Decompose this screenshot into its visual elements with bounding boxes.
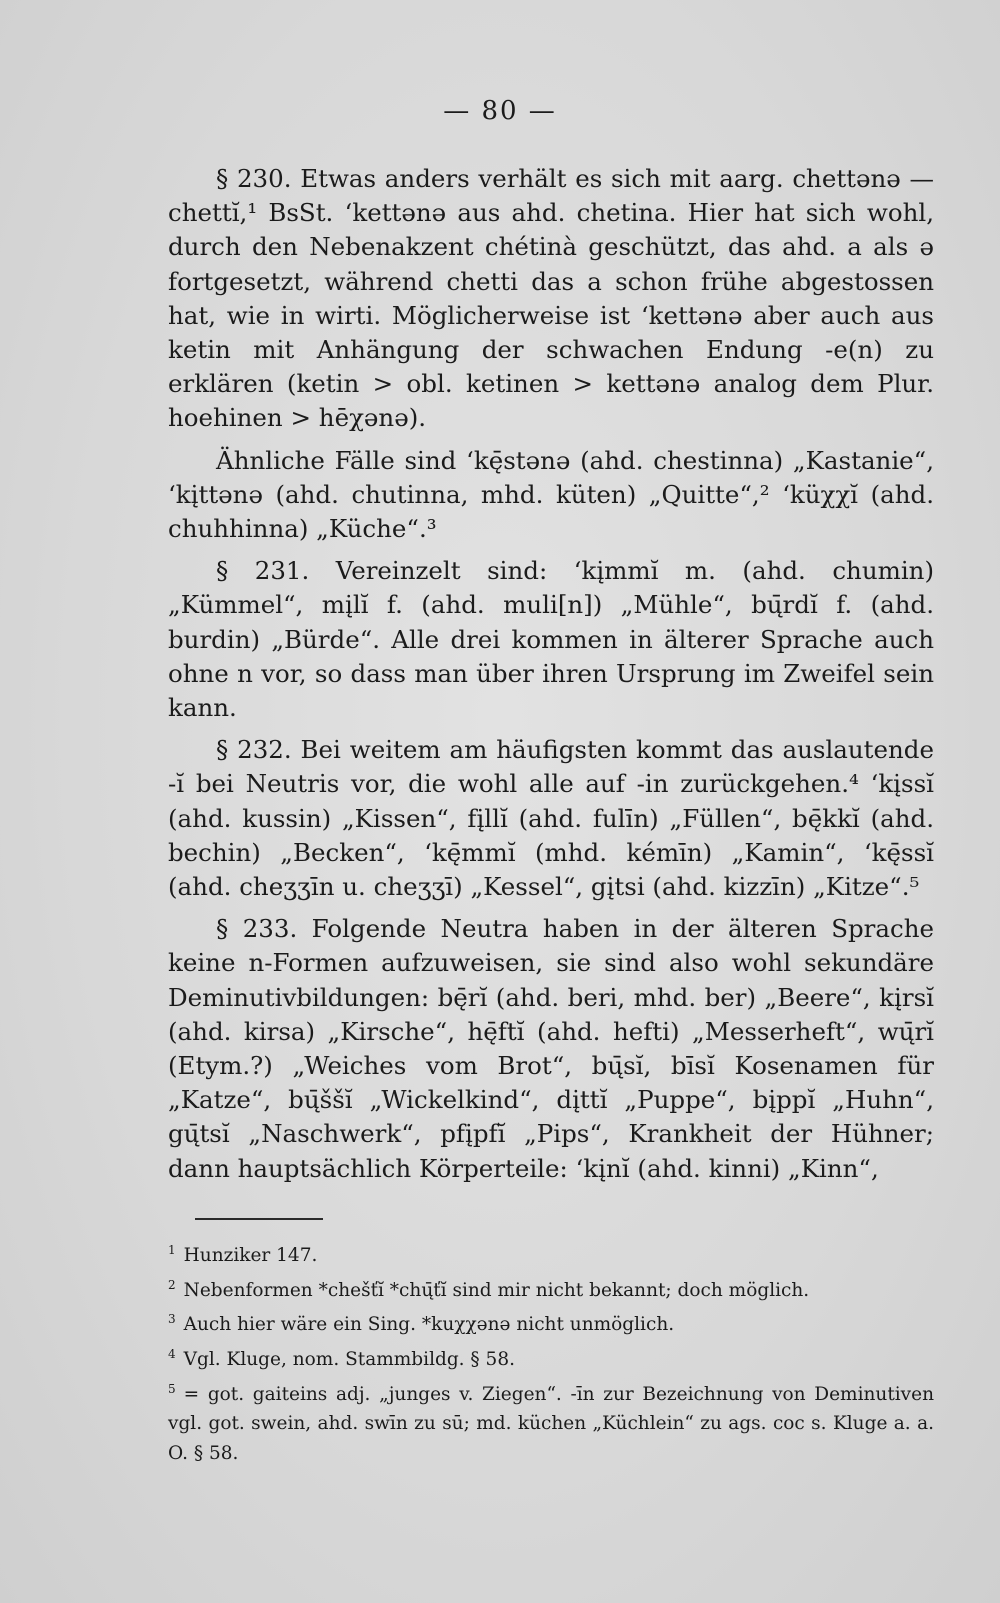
- main-text: [168, 162, 934, 1186]
- footnote-2: $^2$ Nebenformen *chešťĭ *chų̄ťĭ sind mir nicht bekannt; doch möglich.: [168, 1277, 810, 1301]
- footnote-4: $^4$ Vgl. Kluge, nom. Stammbildg. § 58.: [168, 1346, 515, 1371]
- footnote-divider: [195, 1218, 323, 1220]
- page-number: — 80 —: [443, 96, 557, 126]
- paragraph-231: § 231. Vereinzelt sind: ʻkįmmĭ m. (ahd. chumin) „Kümmel“, mįlĭ f. (ahd. muli[n]) „Mühle“, bų̄rdĭ f. (ahd. burdin) „Bürde“. Alle drei kommen in älterer Sprache auch ohne n vor, so dass man über ihren Ursprung im Zweifel sein kann.: [168, 556, 934, 723]
- paragraph-232: § 232. Bei weitem am häufigsten kommt das auslautende -ĭ bei Neutris vor, die wohl alle auf -in zurückgehen.⁴ ʻkįssĭ (ahd. kussin) „Kissen“, fįllĭ (ahd. fulīn) „Füllen“, bę̄kkĭ (ahd. bechin) „Becken“, ʻkę̄mmĭ (mhd. kémīn) „Kamin“, ʻkę̄ssĭ (ahd. cheʒʒīn u. cheʒʒī) „Kessel“, gįtsi (ahd. kizzīn) „Kitze“.⁵: [168, 735, 934, 902]
- paragraph-230-continued: Ähnliche Fälle sind ʻkę̄stənə (ahd. chestinna) „Kastanie“, ʻkįttənə (ahd. chutinna, mhd. küten) „Quitte“,² ʻküχχĭ (ahd. chuhhinna) „Küche“.³: [168, 445, 934, 544]
- footnote-1: $^1$ Hunziker 147.: [168, 1243, 318, 1267]
- footnotes: [168, 1236, 934, 1468]
- footnote-3: $^3$ Auch hier wäre ein Sing. *kuχχənə nicht unmöglich.: [168, 1312, 675, 1336]
- paragraph-230: § 230. Etwas anders verhält es sich mit aarg. chettənə — chettĭ,¹ BsSt. ʻkettənə aus ahd. chetina. Hier hat sich wohl, durch den Nebenakzent chétinà geschützt, das ahd. a als ə fortgesetzt, während chetti das a schon frühe abgestossen hat, wie in wirti. Möglicherweise ist ʻkettənə aber auch aus ketin mit Anhängung der schwachen Endung -e(n) zu erklären (ketin > obl. ketinen > kettənə analog dem Plur. hoehinen > hēχənə).: [168, 164, 934, 433]
- footnote-5: $^5$ = got. gaiteins adj. „junges v. Ziegen“. -īn zur Bezeichnung von Deminutiven vgl. got. swein, ahd. swīn zu sū; md. küchen „Küchlein“ zu ags. coc s. Kluge a. a. O. § 58.: [168, 1381, 934, 1464]
- paragraph-233: § 233. Folgende Neutra haben in der älteren Sprache keine n-Formen aufzuweisen, sie sind also wohl sekundäre Deminutivbildungen: bę̄rĭ (ahd. beri, mhd. ber) „Beere“, kįrsĭ (ahd. kirsa) „Kirsche“, hę̄ftĭ (ahd. hefti) „Messerheft“, wų̄rĭ (Etym.?) „Weiches vom Brot“, bų̄sĭ, bīsĭ Kosenamen für „Katze“, bų̄ššĭ „Wickelkind“, dįttĭ „Puppe“, bįppĭ „Huhn“, gų̄tsĭ „Naschwerk“, pfįpfĭ „Pips“, Krankheit der Hühner; dann hauptsächlich Körperteile: ʻkįnĭ (ahd. kinni) „Kinn“,: [168, 914, 934, 1183]
